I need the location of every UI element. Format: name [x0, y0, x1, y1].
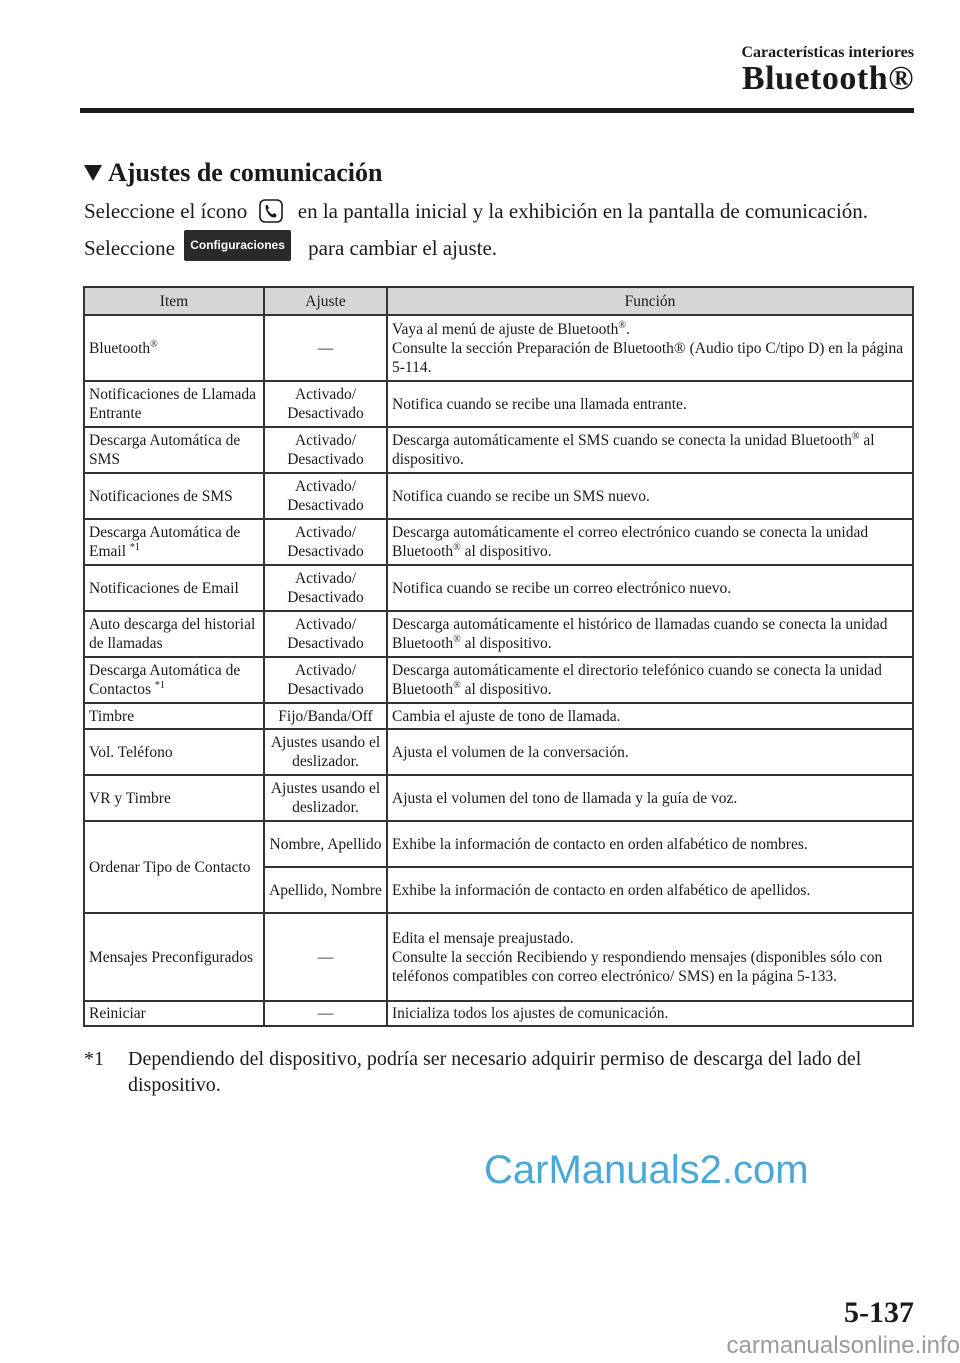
- intro-line2-pre: Seleccione: [84, 236, 175, 260]
- cell-item: Auto descarga del historial de llamadas: [84, 611, 264, 657]
- triangle-bullet-icon: [84, 165, 102, 181]
- phone-icon: [259, 199, 283, 230]
- cell-item: Mensajes Preconfigurados: [84, 913, 264, 1001]
- table-row: [84, 315, 913, 381]
- cell-item: Descarga Automática de Email $^{*1}$: [84, 519, 264, 565]
- cell-item: Vol. Teléfono: [84, 729, 264, 775]
- cell-ajuste: Activado/ Desactivado: [264, 381, 387, 427]
- cell-funcion: Exhibe la información de contacto en orden alfabético de apellidos.: [387, 867, 913, 913]
- intro-line1-pre: Seleccione el ícono: [84, 199, 248, 223]
- cell-funcion: Vaya al menú de ajuste de Bluetooth®. Consulte la sección Preparación de Bluetooth® (Audio tipo C/tipo D) en la página 5-114.: [387, 315, 913, 381]
- page-number: 5-137: [844, 1296, 914, 1329]
- header-subtitle: Características interiores: [741, 44, 914, 61]
- intro-text: [84, 198, 914, 262]
- cell-item: Bluetooth®: [84, 315, 264, 381]
- cell-funcion: Descarga automáticamente el histórico de llamadas cuando se conecta la unidad Bluetooth® al dispositivo.: [387, 611, 913, 657]
- cell-ajuste: Activado/ Desactivado: [264, 611, 387, 657]
- section-heading: [84, 158, 382, 188]
- cell-funcion: Notifica cuando se recibe un SMS nuevo.: [387, 473, 913, 519]
- table-row: [84, 565, 913, 611]
- table-row: [84, 657, 913, 703]
- footnote-text: Dependiendo del dispositivo, podría ser necesario adquirir permiso de descarga del lado del dispositivo.: [128, 1048, 862, 1096]
- table-row: [84, 913, 913, 1001]
- cell-funcion: Ajusta el volumen de la conversación.: [387, 729, 913, 775]
- cell-ajuste: Ajustes usando el deslizador.: [264, 775, 387, 821]
- configuraciones-button: Configuraciones: [184, 230, 291, 261]
- cell-funcion: Inicializa todos los ajustes de comunicación.: [387, 1001, 913, 1026]
- cell-ajuste: Activado/ Desactivado: [264, 473, 387, 519]
- cell-ajuste: Activado/ Desactivado: [264, 519, 387, 565]
- footnote-mark: *1: [84, 1048, 104, 1070]
- table-row: [84, 381, 913, 427]
- cell-item: Ordenar Tipo de Contacto: [84, 821, 264, 913]
- header-ajuste: Ajuste: [264, 287, 387, 315]
- cell-item: Reiniciar: [84, 1001, 264, 1026]
- table-row: [84, 519, 913, 565]
- cell-funcion: Descarga automáticamente el directorio telefónico cuando se conecta la unidad Bluetooth® al dispositivo.: [387, 657, 913, 703]
- cell-item: Descarga Automática de SMS: [84, 427, 264, 473]
- table-row: [84, 703, 913, 729]
- intro-line2-post: para cambiar el ajuste.: [308, 236, 498, 260]
- cell-funcion: Notifica cuando se recibe una llamada entrante.: [387, 381, 913, 427]
- cell-ajuste: Activado/ Desactivado: [264, 657, 387, 703]
- cell-funcion: Descarga automáticamente el correo electrónico cuando se conecta la unidad Bluetooth® al dispositivo.: [387, 519, 913, 565]
- cell-funcion: Ajusta el volumen del tono de llamada y la guía de voz.: [387, 775, 913, 821]
- cell-ajuste: —: [264, 913, 387, 1001]
- intro-line1-post: en la pantalla inicial y la exhibición en la pantalla de comunicación.: [297, 199, 869, 223]
- cell-ajuste: Ajustes usando el deslizador.: [264, 729, 387, 775]
- header-item: Item: [84, 287, 264, 315]
- header-funcion: Función: [387, 287, 913, 315]
- table-row: [84, 473, 913, 519]
- footnote: [84, 1046, 914, 1098]
- table-row: [84, 775, 913, 821]
- table-header-row: [84, 287, 913, 315]
- cell-ajuste: Nombre, Apellido: [264, 821, 387, 867]
- table-row: [84, 1001, 913, 1026]
- cell-funcion: Exhibe la información de contacto en orden alfabético de nombres.: [387, 821, 913, 867]
- table-row: [84, 611, 913, 657]
- watermark-carmanuals2: CarManuals2.com: [484, 1148, 809, 1192]
- cell-item: Descarga Automática de Contactos $^{*1}$: [84, 657, 264, 703]
- section-title: Ajustes de comunicación: [108, 158, 383, 187]
- cell-item: Notificaciones de Email: [84, 565, 264, 611]
- cell-funcion: Notifica cuando se recibe un correo electrónico nuevo.: [387, 565, 913, 611]
- cell-ajuste: —: [264, 1001, 387, 1026]
- cell-funcion: Descarga automáticamente el SMS cuando se conecta la unidad Bluetooth® al dispositivo.: [387, 427, 913, 473]
- cell-funcion: Edita el mensaje preajustado. Consulte la sección Recibiendo y respondiendo mensajes (disponibles sólo con teléfonos compatibles con correo electrónico/ SMS) en la página 5-133.: [387, 913, 913, 1001]
- settings-table: [83, 286, 914, 1027]
- cell-funcion: Cambia el ajuste de tono de llamada.: [387, 703, 913, 729]
- cell-ajuste: Fijo/Banda/Off: [264, 703, 387, 729]
- cell-ajuste: Activado/ Desactivado: [264, 565, 387, 611]
- cell-item: VR y Timbre: [84, 775, 264, 821]
- header-rule: [80, 108, 914, 113]
- header-title: Bluetooth®: [741, 60, 914, 97]
- cell-ajuste: Activado/ Desactivado: [264, 427, 387, 473]
- table-row: [84, 821, 913, 867]
- cell-ajuste: —: [264, 315, 387, 381]
- table-row: [84, 729, 913, 775]
- cell-item: Timbre: [84, 703, 264, 729]
- watermark-carmanualsonline: carmanualsonline.info: [726, 1332, 960, 1359]
- cell-item: Notificaciones de SMS: [84, 473, 264, 519]
- table-row: [84, 427, 913, 473]
- cell-item: Notificaciones de Llamada Entrante: [84, 381, 264, 427]
- cell-ajuste: Apellido, Nombre: [264, 867, 387, 913]
